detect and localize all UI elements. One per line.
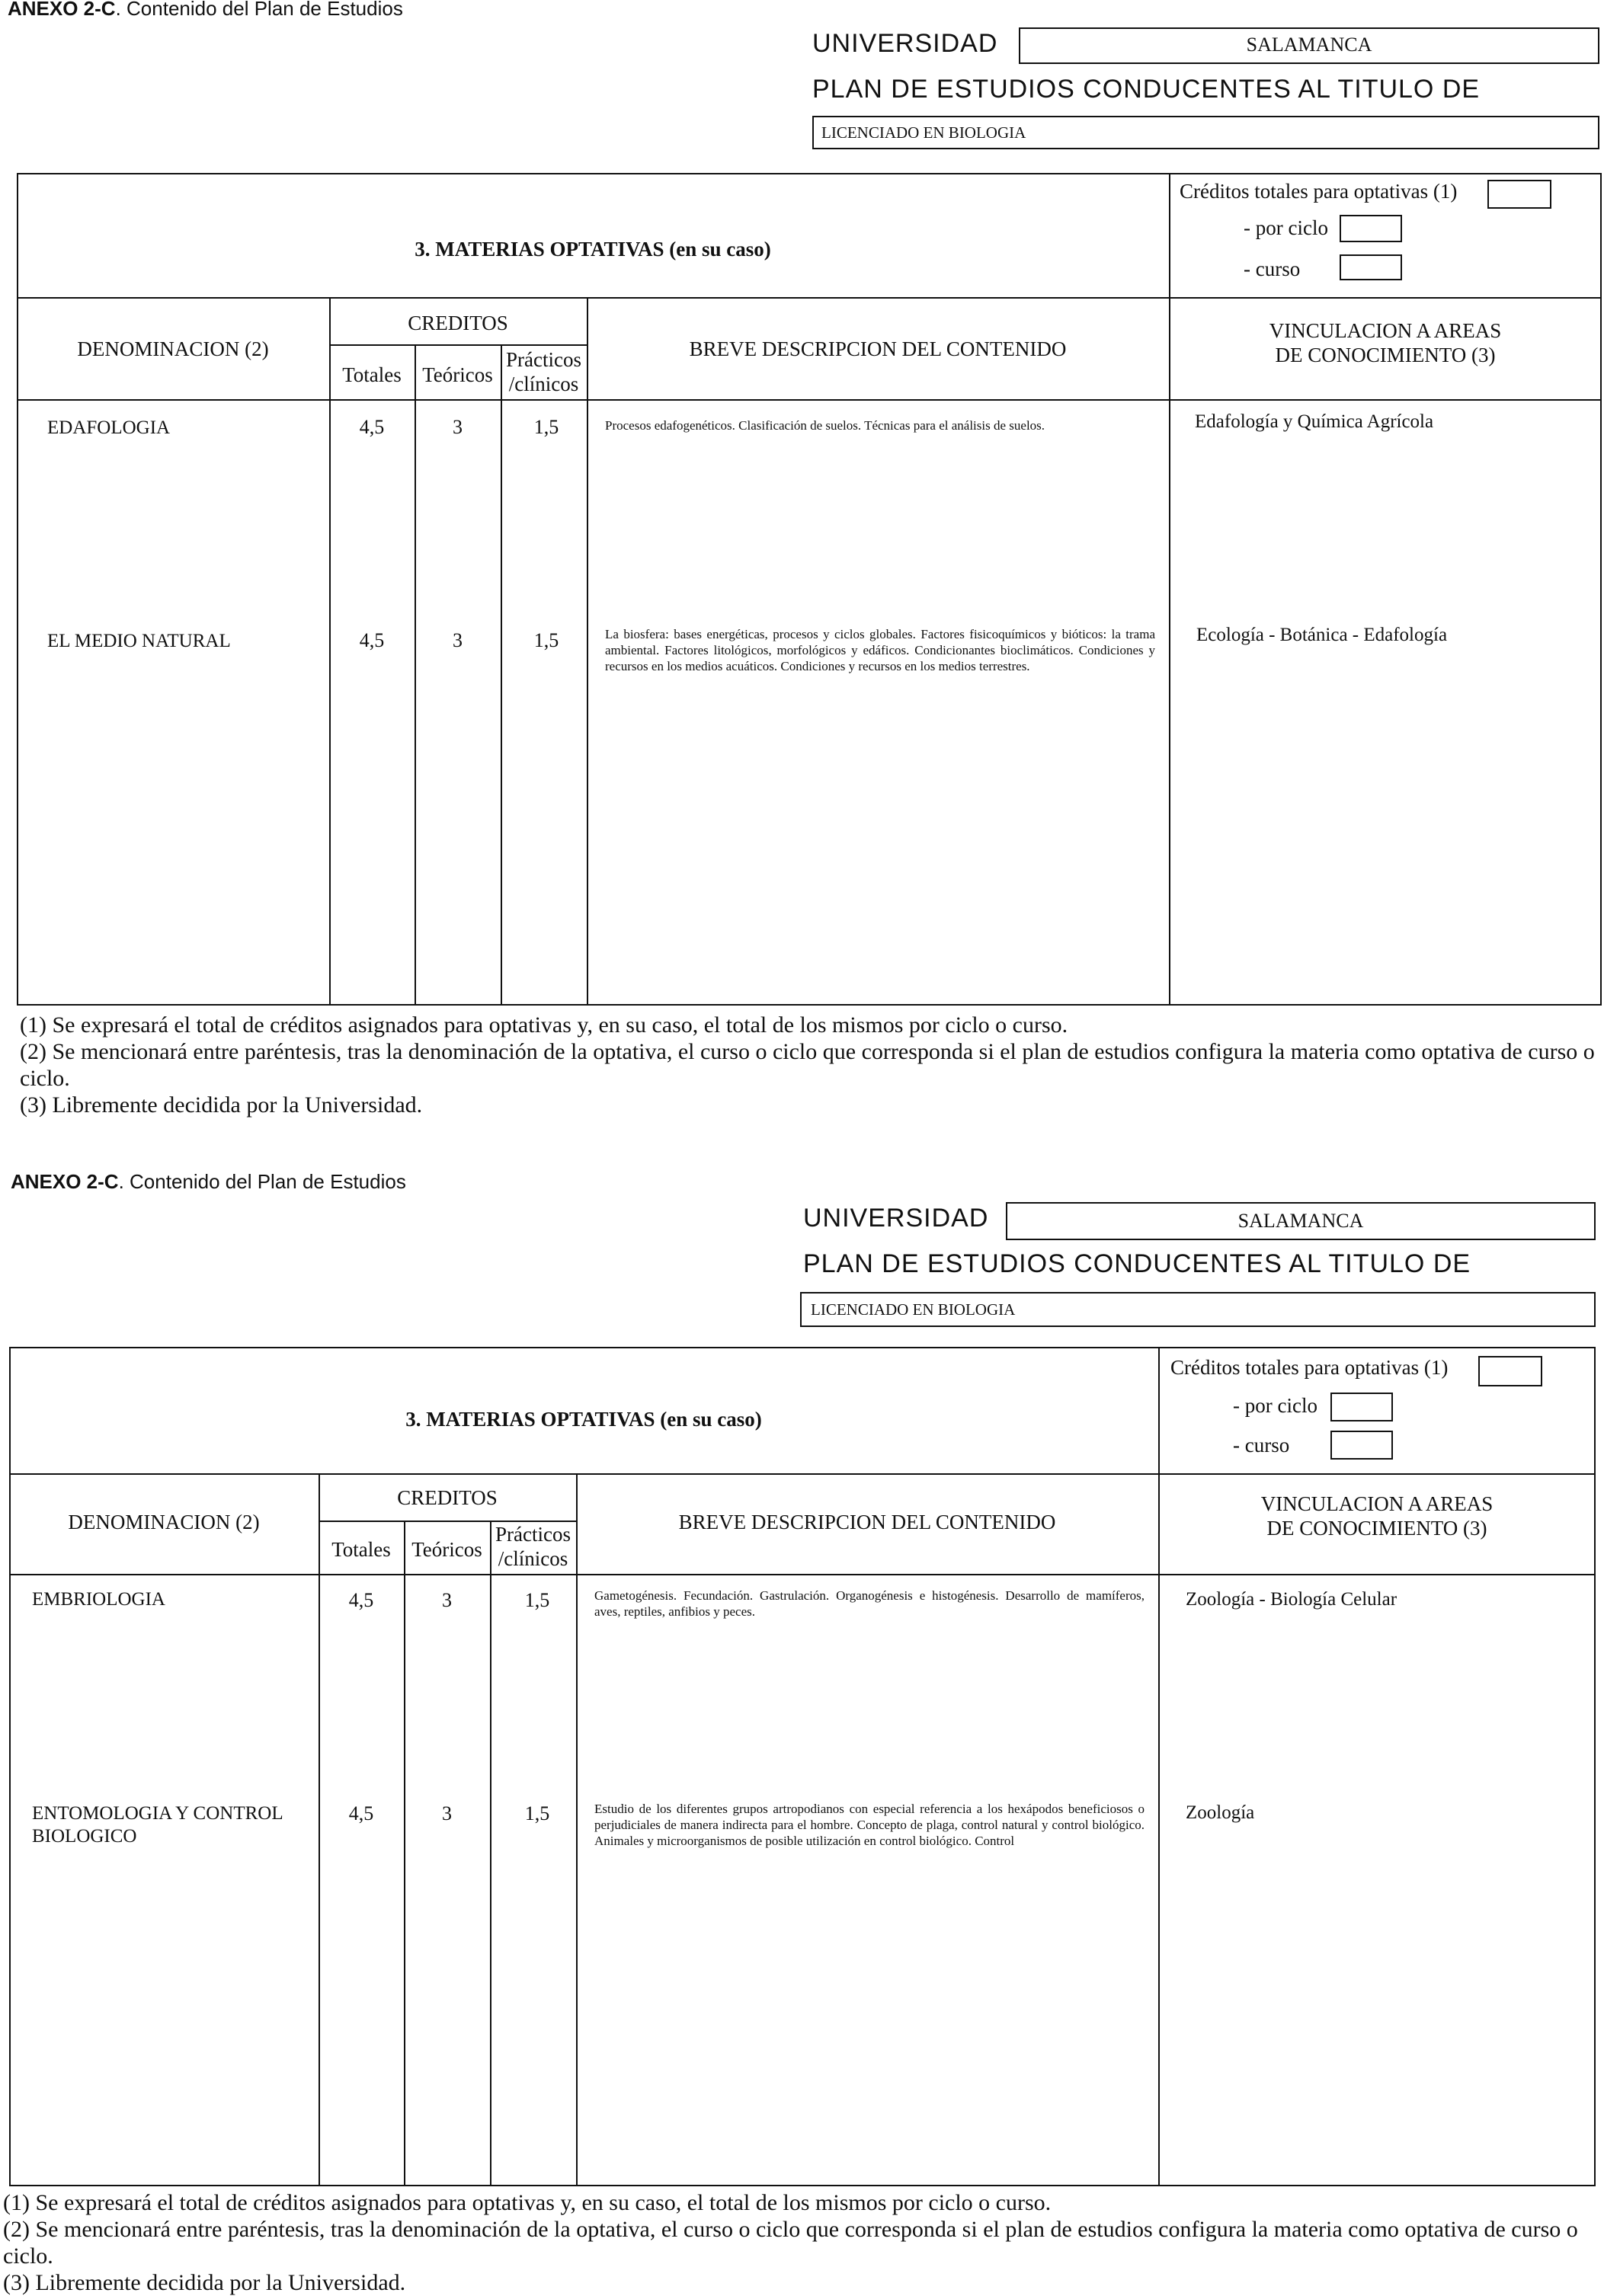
creditos-totales-box <box>1478 1356 1542 1386</box>
curso-label: - curso <box>1244 257 1301 280</box>
section-title: 3. MATERIAS OPTATIVAS (en su caso) <box>415 238 771 261</box>
plan-label: PLAN DE ESTUDIOS CONDUCENTES AL TITULO DE <box>803 1249 1471 1278</box>
table-divider <box>329 344 587 346</box>
col-practicos <box>501 347 587 396</box>
col-totales: Totales <box>342 363 402 386</box>
creditos-totales-label: Créditos totales para optativas (1) <box>1180 180 1458 203</box>
row-practicos: 1,5 <box>533 416 559 438</box>
creditos-totales-box <box>1487 180 1551 209</box>
por-ciclo-label: - por ciclo <box>1244 216 1328 239</box>
col-practicos-line1: Prácticos <box>506 348 581 371</box>
footnote-2: (2) Se mencionará entre paréntesis, tras la denominación de la optativa, el curso o ciclo que corresponda si el plan de estudios configura la materia como optativa de curso o ciclo. <box>20 1039 1595 1091</box>
row-descripcion: Estudio de los diferentes grupos artropodianos con especial referencia a los hexápodos beneficiosos o perjudiciales de manera indirecta para el hombre. Concepto de plaga, control natural y control biológico. Animales y microorganismos de posible utilización en control biológico. Control <box>594 1802 1145 1848</box>
col-teoricos: Teóricos <box>411 1538 482 1561</box>
footnote-3: (3) Libremente decidida por la Universidad. <box>3 2270 406 2295</box>
col-vinculacion-line2: DE CONOCIMIENTO (3) <box>1266 1517 1487 1540</box>
row-vinculacion: Zoología <box>1186 1802 1255 1823</box>
row-totales: 4,5 <box>359 629 385 651</box>
curso-label: - curso <box>1233 1434 1290 1457</box>
col-vinculacion <box>1158 1492 1596 1540</box>
plan-label: PLAN DE ESTUDIOS CONDUCENTES AL TITULO DE <box>812 75 1481 104</box>
row-denominacion: ENTOMOLOGIA Y CONTROL BIOLOGICO <box>32 1803 283 1847</box>
footnote-1: (1) Se expresará el total de créditos asignados para optativas y, en su caso, el total de los mismos por ciclo o curso. <box>3 2190 1052 2215</box>
footnote-3: (3) Libremente decidida por la Universidad. <box>20 1092 423 1118</box>
form-page-1 <box>0 0 1620 1120</box>
table-divider <box>319 1473 320 2186</box>
table-divider <box>415 344 416 1006</box>
universidad-field <box>1019 27 1599 64</box>
col-creditos: CREDITOS <box>397 1486 498 1509</box>
col-teoricos: Teóricos <box>422 363 493 386</box>
row-vinculacion: Zoología - Biología Celular <box>1186 1589 1397 1610</box>
row-vinculacion: Edafología y Química Agrícola <box>1195 411 1434 432</box>
table-divider <box>501 344 502 1006</box>
universidad-label: UNIVERSIDAD <box>803 1204 989 1233</box>
row-descripcion: Procesos edafogenéticos. Clasificación de suelos. Técnicas para el análisis de suelos. <box>605 418 1045 433</box>
col-totales: Totales <box>331 1538 391 1561</box>
universidad-value: SALAMANCA <box>1237 1210 1364 1232</box>
row-teoricos: 3 <box>453 629 463 651</box>
col-vinculacion-line1: VINCULACION A AREAS <box>1269 319 1502 342</box>
universidad-value: SALAMANCA <box>1246 34 1372 56</box>
curso-box <box>1330 1431 1393 1460</box>
row-totales: 4,5 <box>348 1589 374 1611</box>
table-divider <box>490 1521 491 2186</box>
col-creditos: CREDITOS <box>408 312 508 334</box>
row-denominacion: EMBRIOLOGIA <box>32 1589 165 1610</box>
table-divider <box>9 1473 1596 1475</box>
universidad-label: UNIVERSIDAD <box>812 29 998 58</box>
table-divider <box>17 399 1602 401</box>
por-ciclo-box <box>1340 215 1402 242</box>
row-practicos: 1,5 <box>533 629 559 651</box>
col-practicos <box>490 1522 576 1571</box>
row-vinculacion: Ecología - Botánica - Edafología <box>1196 625 1448 645</box>
col-practicos-line1: Prácticos <box>495 1523 571 1546</box>
col-practicos-line2: /clínicos <box>508 373 579 395</box>
table-divider <box>9 1574 1596 1575</box>
row-denominacion: EDAFOLOGIA <box>47 417 171 438</box>
row-totales: 4,5 <box>359 416 385 438</box>
table-divider <box>576 1473 578 2186</box>
col-vinculacion <box>1169 318 1602 367</box>
col-descripcion: BREVE DESCRIPCION DEL CONTENIDO <box>678 1511 1056 1533</box>
por-ciclo-label: - por ciclo <box>1233 1394 1317 1417</box>
row-denominacion: EL MEDIO NATURAL <box>47 631 231 651</box>
row-practicos: 1,5 <box>524 1802 550 1824</box>
form-page-2 <box>0 1166 1620 2295</box>
row-teoricos: 3 <box>453 416 463 438</box>
table-divider <box>1169 173 1170 1006</box>
annex-heading: ANEXO 2-C. Contenido del Plan de Estudios <box>8 0 403 20</box>
table-divider <box>587 297 588 1006</box>
table-divider <box>404 1521 405 2186</box>
titulo-field <box>800 1292 1596 1327</box>
row-totales: 4,5 <box>348 1802 374 1824</box>
curso-box <box>1340 254 1402 280</box>
row-descripcion: Gametogénesis. Fecundación. Gastrulación. Organogénesis e histogénesis. Desarrollo de mamíferos, aves, reptiles, anfibios y peces. <box>594 1588 1145 1619</box>
row-descripcion: La biosfera: bases energéticas, procesos y ciclos globales. Factores fisicoquímicos y bióticos: la trama ambiental. Factores litológicos, morfológicos y edáficos. Condicionantes bioclimáticos. Condiciones y recursos en los medios acuáticos. Condiciones y recursos en los medios terrestres. <box>605 627 1155 673</box>
row-practicos: 1,5 <box>524 1589 550 1611</box>
row-teoricos: 3 <box>442 1589 452 1611</box>
col-vinculacion-line1: VINCULACION A AREAS <box>1260 1492 1494 1515</box>
col-denominacion: DENOMINACION (2) <box>77 337 269 360</box>
titulo-value: LICENCIADO EN BIOLOGIA <box>821 123 1026 142</box>
section-title: 3. MATERIAS OPTATIVAS (en su caso) <box>405 1408 762 1431</box>
footnotes <box>3 2189 1611 2296</box>
col-vinculacion-line2: DE CONOCIMIENTO (3) <box>1275 344 1496 366</box>
universidad-field <box>1006 1202 1596 1240</box>
table-divider <box>17 297 1602 299</box>
titulo-value: LICENCIADO EN BIOLOGIA <box>811 1300 1016 1319</box>
col-descripcion: BREVE DESCRIPCION DEL CONTENIDO <box>689 337 1067 360</box>
por-ciclo-box <box>1330 1393 1393 1421</box>
col-denominacion: DENOMINACION (2) <box>68 1511 260 1533</box>
footnote-1: (1) Se expresará el total de créditos asignados para optativas y, en su caso, el total de los mismos por ciclo o curso. <box>20 1012 1068 1038</box>
titulo-field <box>812 116 1599 149</box>
footnote-2: (2) Se mencionará entre paréntesis, tras la denominación de la optativa, el curso o ciclo que corresponda si el plan de estudios configura la materia como optativa de curso o ciclo. <box>3 2217 1578 2269</box>
row-teoricos: 3 <box>442 1802 452 1824</box>
col-practicos-line2: /clínicos <box>498 1547 568 1570</box>
table-divider <box>1158 1347 1160 2186</box>
annex-heading: ANEXO 2-C. Contenido del Plan de Estudios <box>11 1170 406 1193</box>
footnotes <box>20 1012 1612 1118</box>
creditos-totales-label: Créditos totales para optativas (1) <box>1170 1356 1449 1379</box>
